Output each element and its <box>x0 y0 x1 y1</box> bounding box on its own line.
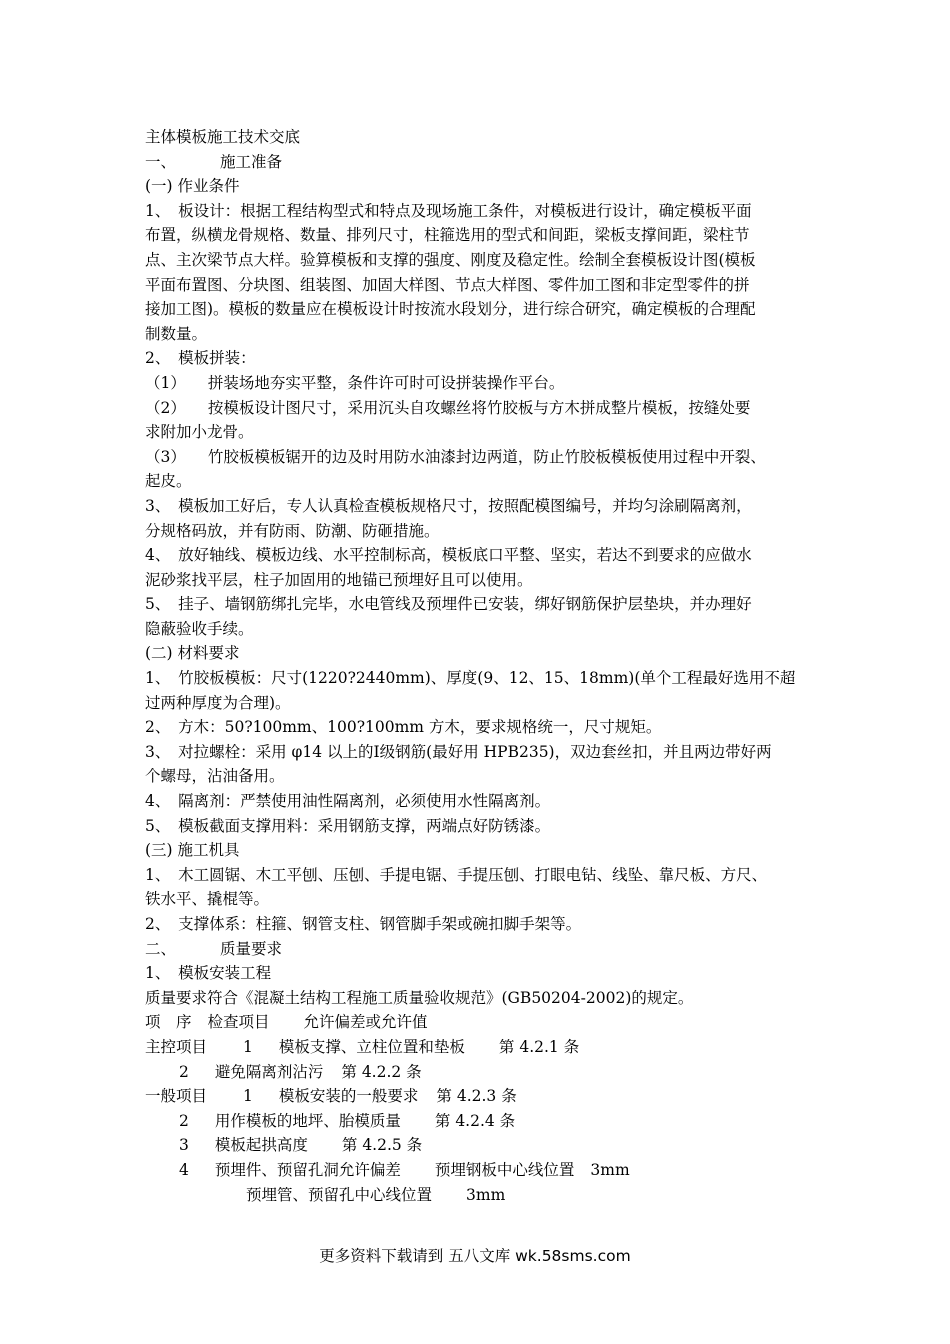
row-number: 2 <box>179 1111 189 1130</box>
list-item: 2、 模板拼装： <box>145 349 256 368</box>
paragraph-line: 质量要求符合《混凝土结构工程施工质量验收规范》(GB50204-2002)的规定。 <box>145 988 694 1007</box>
row-item: 预埋件、预留孔洞允许偏差 <box>214 1160 401 1179</box>
header-cell: 检查项目 <box>207 1013 270 1032</box>
item-number: （1） <box>145 373 186 392</box>
paragraph-line: 隐蔽验收手续。 <box>145 619 254 638</box>
paragraph-line: 起皮。 <box>145 472 192 491</box>
paragraph-line: 求附加小龙骨。 <box>145 423 254 442</box>
table-row <box>145 1133 825 1158</box>
paragraph-line: 个螺母，沾油备用。 <box>145 767 285 786</box>
list-item <box>145 396 825 421</box>
paragraph-line: 分规格码放，并有防雨、防潮、防砸措施。 <box>145 521 440 540</box>
paragraph-line: 接加工图)。模板的数量应在模板设计时按流水段划分，进行综合研究，确定模板的合理配 <box>145 300 756 319</box>
row-group-label: 一般项目 <box>145 1087 208 1106</box>
item-number: （2） <box>145 398 186 417</box>
table-row <box>145 1183 825 1208</box>
paragraph-line: 1、 板设计：根据工程结构型式和特点及现场施工条件，对模板进行设计，确定模板平面 <box>145 201 752 220</box>
row-value: 3mm <box>466 1185 506 1204</box>
table-row <box>145 1109 825 1134</box>
item-text: 拼装场地夯实平整，条件许可时可设拼装操作平台。 <box>207 373 565 392</box>
section-heading-1 <box>145 150 825 175</box>
paragraph-line: 3、 模板加工好后，专人认真检查模板规格尺寸，按照配模图编号，并均匀涂刷隔离剂， <box>145 496 752 515</box>
footer-link: 更多资料下载请到 五八文库 wk.58sms.com <box>319 1247 631 1265</box>
paragraph-line: 3、 对拉螺栓：采用 φ14 以上的Ⅰ级钢筋(最好用 HPB235)，双边套丝扣，并且两边带好两 <box>145 742 772 761</box>
header-cell: 允许偏差或允许值 <box>303 1013 428 1032</box>
row-item: 用作模板的地坪、胎模质量 <box>214 1111 401 1130</box>
row-value: 3mm <box>590 1160 630 1179</box>
paragraph-line: 2、 方木：50?100mm、100?100mm 方木，要求规格统一，尺寸规矩。 <box>145 718 662 737</box>
paragraph-line: 1、 模板安装工程 <box>145 964 272 983</box>
paragraph-line: 布置，纵横龙骨规格、数量、排列尺寸，柱箍选用的型式和间距，梁板支撑间距，梁柱节 <box>145 226 750 245</box>
section-number: 一、 <box>145 152 177 171</box>
row-item: 模板起拱高度 <box>214 1136 308 1155</box>
section-number: 二、 <box>145 939 177 958</box>
item-text: 按模板设计图尺寸，采用沉头自攻螺丝将竹胶板与方木拼成整片模板，按缝处要 <box>207 398 751 417</box>
row-item: 模板支撑、立柱位置和垫板 <box>278 1037 465 1056</box>
row-ref: 第 4.2.4 条 <box>434 1111 516 1130</box>
list-item <box>145 445 825 470</box>
section-title: 质量要求 <box>220 939 283 958</box>
item-number: （3） <box>145 447 186 466</box>
row-number: 2 <box>179 1062 189 1081</box>
row-item: 避免隔离剂沾污 <box>214 1062 324 1081</box>
table-row <box>145 1035 825 1060</box>
table-row <box>145 1158 825 1183</box>
subheading-materials: (二) 材料要求 <box>145 644 240 663</box>
row-item: 模板安装的一般要求 <box>278 1087 419 1106</box>
paragraph-line: 制数量。 <box>145 324 208 343</box>
header-cell: 项 序 <box>145 1013 192 1032</box>
table-header <box>145 1010 825 1035</box>
row-number: 3 <box>179 1136 189 1155</box>
paragraph-line: 泥砂浆找平层，柱子加固用的地锚已预埋好且可以使用。 <box>145 570 533 589</box>
list-item <box>145 371 825 396</box>
paragraph-line: 铁水平、撬棍等。 <box>145 890 270 909</box>
doc-title: 主体模板施工技术交底 <box>145 128 301 146</box>
row-number: 1 <box>243 1087 253 1106</box>
paragraph-line: 4、 隔离剂：严禁使用油性隔离剂，必须使用水性隔离剂。 <box>145 792 551 811</box>
subheading-tools: (三) 施工机具 <box>145 841 240 860</box>
row-number: 4 <box>179 1160 189 1179</box>
row-group-label: 主控项目 <box>145 1037 208 1056</box>
row-number: 1 <box>243 1037 253 1056</box>
subheading-conditions: (一) 作业条件 <box>145 177 240 196</box>
item-text: 竹胶板模板锯开的边及时用防水油漆封边两道，防止竹胶板模板使用过程中开裂、 <box>207 447 766 466</box>
paragraph-line: 过两种厚度为合理)。 <box>145 693 291 712</box>
paragraph-line: 4、 放好轴线、模板边线、水平控制标高，模板底口平整、坚实，若达不到要求的应做水 <box>145 546 752 565</box>
paragraph-line: 点、主次梁节点大样。验算模板和支撑的强度、刚度及稳定性。绘制全套模板设计图(模板 <box>145 250 756 269</box>
row-subitem: 预埋管、预留孔中心线位置 <box>246 1185 433 1204</box>
section-title: 施工准备 <box>220 152 283 171</box>
row-subitem: 预埋钢板中心线位置 <box>434 1160 575 1179</box>
table-row <box>145 1060 825 1085</box>
paragraph-line: 2、 支撑体系：柱箍、钢管支柱、钢管脚手架或碗扣脚手架等。 <box>145 915 582 933</box>
row-ref: 第 4.2.2 条 <box>341 1062 422 1081</box>
row-ref: 第 4.2.5 条 <box>341 1136 423 1155</box>
paragraph-line: 1、 木工圆锯、木工平刨、压刨、手提电锯、手提压刨、打眼电钻、线坠、靠尺板、方尺、 <box>145 865 768 884</box>
row-ref: 第 4.2.1 条 <box>498 1037 580 1056</box>
paragraph-line: 5、 模板截面支撑用料：采用钢筋支撑，两端点好防锈漆。 <box>145 816 551 835</box>
section-heading-2 <box>145 937 825 962</box>
document-body <box>145 125 825 1207</box>
paragraph-line: 1、 竹胶板模板：尺寸(1220?2440mm)、厚度(9、12、15、18mm)(单个工程最好选用不超 <box>145 669 796 688</box>
table-row <box>145 1084 825 1109</box>
paragraph-line: 平面布置图、分块图、组装图、加固大样图、节点大样图、零件加工图和非定型零件的拼 <box>145 275 750 294</box>
paragraph-line: 5、 挂子、墙钢筋绑扎完毕，水电管线及预埋件已安装，绑好钢筋保护层垫块，并办理好 <box>145 595 752 614</box>
row-ref: 第 4.2.3 条 <box>436 1087 517 1106</box>
